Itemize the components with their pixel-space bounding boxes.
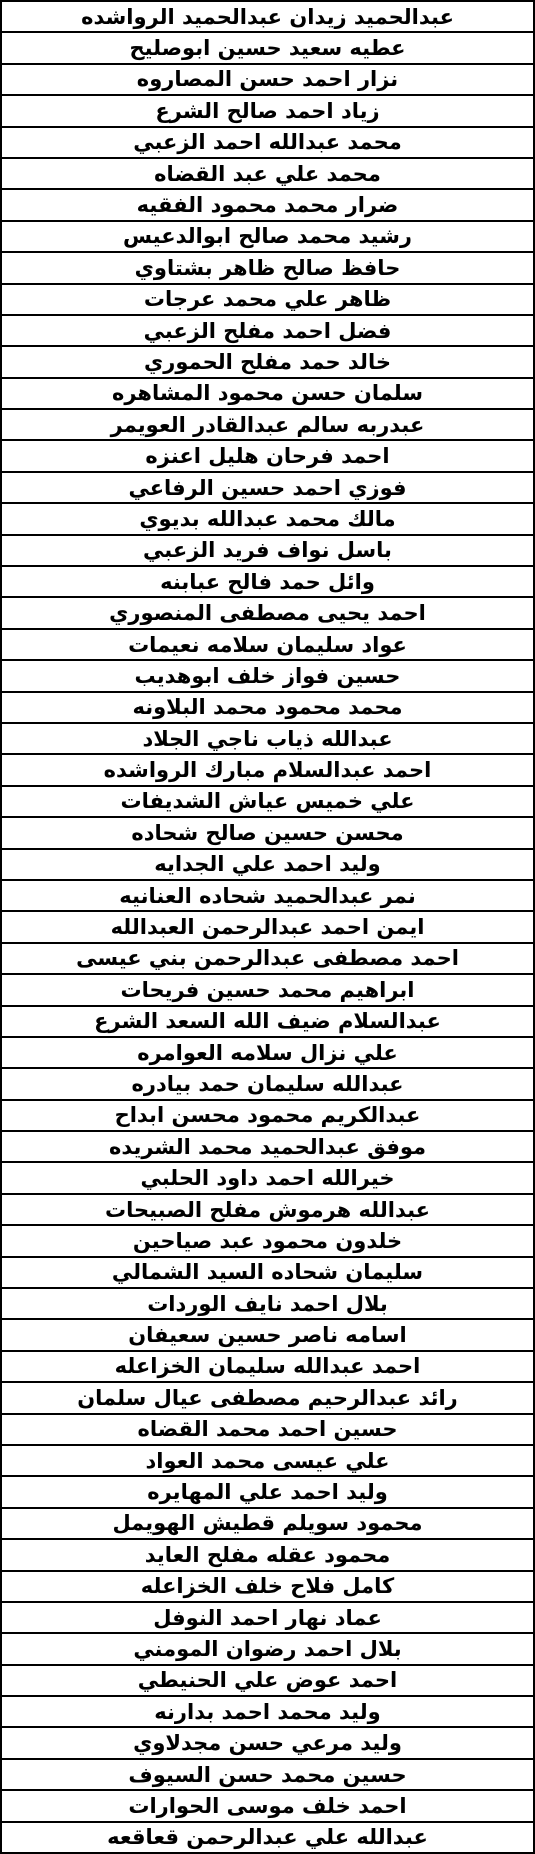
table-row [1, 189, 534, 220]
name-cell: علي خميس عياش الشديفات [1, 786, 534, 817]
name-cell: وليد احمد علي المهايره [1, 1476, 534, 1507]
table-row [1, 943, 534, 974]
table-row [1, 1414, 534, 1445]
table-row [1, 1162, 534, 1193]
table-row [1, 1, 534, 32]
table-row [1, 974, 534, 1005]
name-cell: احمد عوض علي الحنيطي [1, 1665, 534, 1696]
table-row [1, 880, 534, 911]
table-row [1, 1351, 534, 1382]
table-row [1, 1571, 534, 1602]
name-cell: محمود سويلم قطيش الهويمل [1, 1508, 534, 1539]
table-row [1, 786, 534, 817]
table-row [1, 1257, 534, 1288]
table-row [1, 1822, 534, 1853]
name-cell: سلمان حسن محمود المشاهره [1, 378, 534, 409]
name-cell: وليد محمد احمد بدارنه [1, 1696, 534, 1727]
name-cell: حسين محمد حسن السيوف [1, 1759, 534, 1790]
table-row [1, 1665, 534, 1696]
name-cell: احمد يحيى مصطفى المنصوري [1, 597, 534, 628]
name-cell: عبدالسلام ضيف الله السعد الشرع [1, 1006, 534, 1037]
name-cell: عواد سليمان سلامه نعيمات [1, 629, 534, 660]
name-cell: سليمان شحاده السيد الشمالي [1, 1257, 534, 1288]
table-row [1, 1194, 534, 1225]
name-cell: رائد عبدالرحيم مصطفى عيال سلمان [1, 1382, 534, 1413]
table-row [1, 535, 534, 566]
name-cell: خالد حمد مفلح الحموري [1, 346, 534, 377]
names-table-body [1, 1, 534, 1853]
name-cell: عماد نهار احمد النوفل [1, 1602, 534, 1633]
name-cell: عبدالله ذياب ناجي الجلاد [1, 723, 534, 754]
table-row [1, 1508, 534, 1539]
name-cell: علي عيسى محمد العواد [1, 1445, 534, 1476]
name-cell: عطيه سعيد حسين ابوصليح [1, 32, 534, 63]
table-row [1, 1727, 534, 1758]
table-row [1, 472, 534, 503]
table-row [1, 1131, 534, 1162]
name-cell: احمد فرحان هليل اعنزه [1, 440, 534, 471]
name-cell: خلدون محمود عبد صياحين [1, 1225, 534, 1256]
name-cell: عبدالكريم محمود محسن ابداح [1, 1100, 534, 1131]
table-row [1, 754, 534, 785]
name-cell: حافظ صالح ظاهر بشتاوي [1, 252, 534, 283]
table-row [1, 252, 534, 283]
table-row [1, 597, 534, 628]
table-row [1, 221, 534, 252]
name-cell: وليد مرعي حسن مجدلاوي [1, 1727, 534, 1758]
table-row [1, 629, 534, 660]
table-row [1, 1759, 534, 1790]
table-row [1, 315, 534, 346]
name-cell: ايمن احمد عبدالرحمن العبدالله [1, 911, 534, 942]
table-row [1, 127, 534, 158]
name-cell: رشيد محمد صالح ابوالدعيس [1, 221, 534, 252]
table-row [1, 817, 534, 848]
name-cell: ضرار محمد محمود الفقيه [1, 189, 534, 220]
name-cell: خيرالله احمد داود الحلبي [1, 1162, 534, 1193]
table-row [1, 1539, 534, 1570]
name-cell: احمد عبدالله سليمان الخزاعله [1, 1351, 534, 1382]
name-cell: احمد عبدالسلام مبارك الرواشده [1, 754, 534, 785]
table-row [1, 692, 534, 723]
name-cell: احمد خلف موسى الحوارات [1, 1790, 534, 1821]
name-cell: بلال احمد نايف الوردات [1, 1288, 534, 1319]
name-cell: مالك محمد عبدالله بديوي [1, 503, 534, 534]
table-row [1, 1476, 534, 1507]
name-cell: ظاهر علي محمد عرجات [1, 284, 534, 315]
table-row [1, 849, 534, 880]
name-cell: فضل احمد مفلح الزعبي [1, 315, 534, 346]
table-row [1, 1225, 534, 1256]
table-row [1, 503, 534, 534]
table-row [1, 566, 534, 597]
table-row [1, 660, 534, 691]
table-row [1, 1633, 534, 1664]
name-cell: عبدالله هرموش مفلح الصبيحات [1, 1194, 534, 1225]
name-cell: عبدالحميد زيدان عبدالحميد الرواشده [1, 1, 534, 32]
name-cell: عبدربه سالم عبدالقادر العويمر [1, 409, 534, 440]
table-row [1, 32, 534, 63]
name-cell: محسن حسين صالح شحاده [1, 817, 534, 848]
name-cell: عبدالله علي عبدالرحمن قعاقعه [1, 1822, 534, 1853]
table-row [1, 158, 534, 189]
name-cell: فوزي احمد حسين الرفاعي [1, 472, 534, 503]
name-cell: زياد احمد صالح الشرع [1, 95, 534, 126]
table-row [1, 95, 534, 126]
name-cell: محمد عبدالله احمد الزعبي [1, 127, 534, 158]
name-cell: باسل نواف فريد الزعبي [1, 535, 534, 566]
table-row [1, 1068, 534, 1099]
table-row [1, 1602, 534, 1633]
name-cell: حسين احمد محمد القضاه [1, 1414, 534, 1445]
table-row [1, 1445, 534, 1476]
name-cell: ابراهيم محمد حسين فريحات [1, 974, 534, 1005]
table-row [1, 1696, 534, 1727]
name-cell: محمد محمود محمد البلاونه [1, 692, 534, 723]
name-cell: موفق عبدالحميد محمد الشريده [1, 1131, 534, 1162]
name-cell: محمود عقله مفلح العايد [1, 1539, 534, 1570]
name-cell: احمد مصطفى عبدالرحمن بني عيسى [1, 943, 534, 974]
name-cell: نمر عبدالحميد شحاده العنانيه [1, 880, 534, 911]
table-row [1, 346, 534, 377]
name-cell: بلال احمد رضوان المومني [1, 1633, 534, 1664]
table-row [1, 1790, 534, 1821]
name-cell: اسامه ناصر حسين سعيفان [1, 1319, 534, 1350]
name-cell: علي نزال سلامه العوامره [1, 1037, 534, 1068]
table-row [1, 911, 534, 942]
table-row [1, 1382, 534, 1413]
table-row [1, 409, 534, 440]
table-row [1, 1288, 534, 1319]
table-row [1, 723, 534, 754]
table-row [1, 1319, 534, 1350]
name-cell: كامل فلاح خلف الخزاعله [1, 1571, 534, 1602]
table-row [1, 378, 534, 409]
table-row [1, 1006, 534, 1037]
name-cell: محمد علي عبد القضاه [1, 158, 534, 189]
name-cell: حسين فواز خلف ابوهديب [1, 660, 534, 691]
table-row [1, 284, 534, 315]
name-cell: وليد احمد علي الجدايه [1, 849, 534, 880]
table-row [1, 64, 534, 95]
name-cell: وائل حمد فالح عبابنه [1, 566, 534, 597]
name-cell: عبدالله سليمان حمد بيادره [1, 1068, 534, 1099]
table-row [1, 1100, 534, 1131]
table-row [1, 1037, 534, 1068]
name-cell: نزار احمد حسن المصاروه [1, 64, 534, 95]
table-row [1, 440, 534, 471]
